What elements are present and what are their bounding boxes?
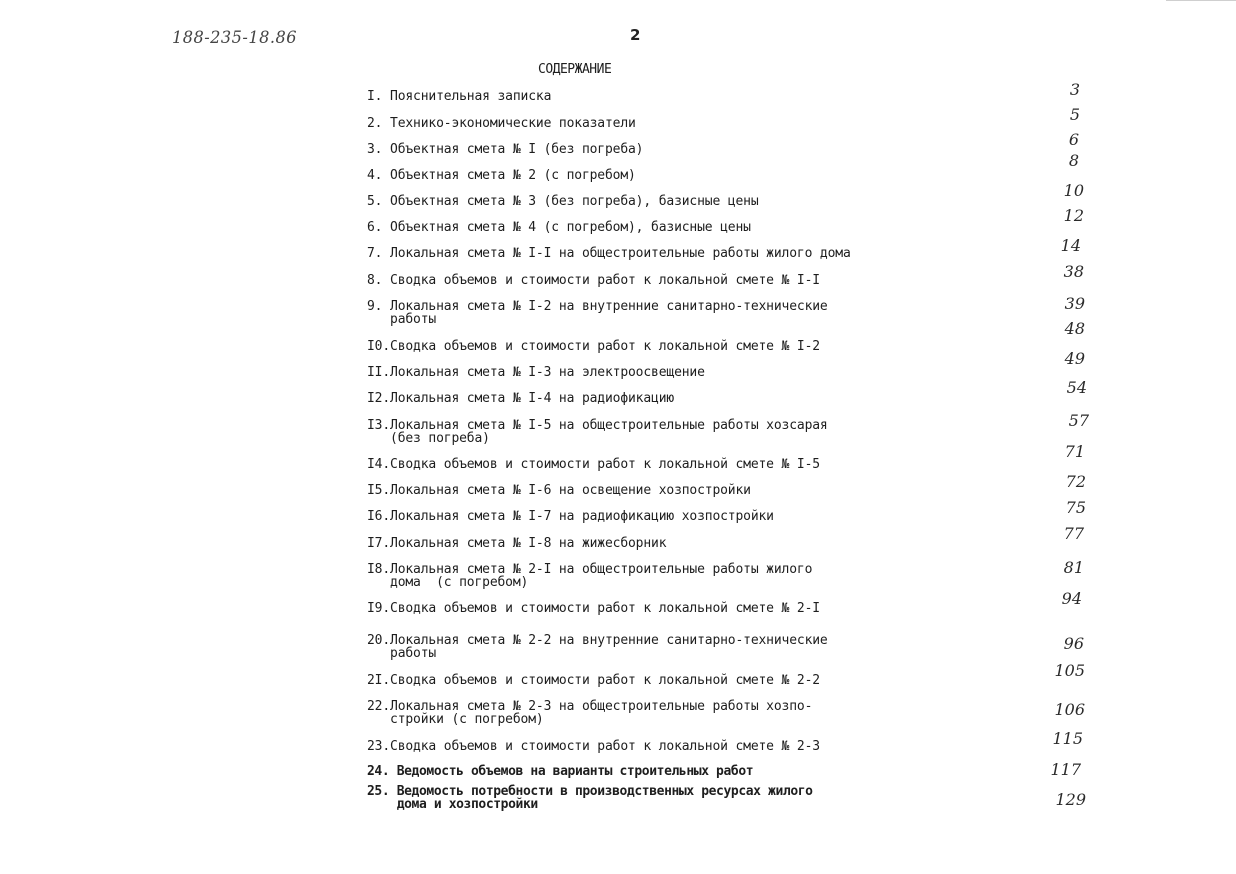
toc-page-number: 49: [1064, 349, 1085, 368]
toc-page-number: 106: [1054, 700, 1085, 719]
toc-page-number: 117: [1050, 760, 1081, 779]
page-number: 2: [630, 26, 641, 44]
scan-edge-line: [1166, 0, 1236, 1]
toc-item: II.Локальная смета № I-3 на электроосвещение: [367, 365, 705, 380]
toc-page-number: 12: [1063, 206, 1084, 225]
toc-page-number: 8: [1068, 151, 1079, 170]
toc-page-number: 75: [1065, 498, 1086, 517]
toc-page-number: 6: [1068, 130, 1079, 149]
toc-item: I4.Сводка объемов и стоимости работ к локальной смете № I-5: [367, 457, 820, 472]
toc-item: I0.Сводка объемов и стоимости работ к локальной смете № I-2: [367, 339, 820, 354]
toc-item: 25. Ведомость потребности в производственных ресурсах жилого дома и хозпостройки: [367, 784, 813, 812]
toc-item: I3.Локальная смета № I-5 на общестроительные работы хозсарая (без погреба): [367, 418, 828, 446]
toc-page-number: 3: [1069, 80, 1080, 99]
toc-title: СОДЕРЖАНИЕ: [538, 62, 612, 77]
toc-item: I. Пояснительная записка: [367, 89, 552, 104]
toc-item: 3. Объектная смета № I (без погреба): [367, 142, 644, 157]
toc-page-number: 115: [1052, 729, 1083, 748]
toc-item: 8. Сводка объемов и стоимости работ к локальной смете № I-I: [367, 273, 820, 288]
toc-page-number: 81: [1063, 558, 1084, 577]
toc-page-number: 38: [1063, 262, 1084, 281]
toc-item: I5.Локальная смета № I-6 на освещение хозпостройки: [367, 483, 751, 498]
toc-item: 20.Локальная смета № 2-2 на внутренние санитарно-технические работы: [367, 633, 828, 661]
toc-page-number: 14: [1060, 236, 1081, 255]
toc-item: 24. Ведомость объемов на варианты строительных работ: [367, 764, 754, 779]
toc-page-number: 94: [1061, 589, 1082, 608]
toc-page-number: 10: [1063, 181, 1084, 200]
toc-item: I9.Сводка объемов и стоимости работ к локальной смете № 2-I: [367, 601, 820, 616]
toc-page-number: 39: [1064, 294, 1085, 313]
toc-page-number: 54: [1066, 378, 1087, 397]
toc-item: 23.Сводка объемов и стоимости работ к локальной смете № 2-3: [367, 739, 820, 754]
toc-item: 7. Локальная смета № I-I на общестроительные работы жилого дома: [367, 246, 851, 261]
toc-item: I6.Локальная смета № I-7 на радиофикацию хозпостройки: [367, 509, 774, 524]
toc-page-number: 96: [1063, 634, 1084, 653]
toc-item: 22.Локальная смета № 2-3 на общестроительные работы хозпо- стройки (с погребом): [367, 699, 813, 727]
toc-item: 2I.Сводка объемов и стоимости работ к локальной смете № 2-2: [367, 673, 820, 688]
toc-item: 9. Локальная смета № I-2 на внутренние санитарно-технические работы: [367, 299, 828, 327]
toc-item: I7.Локальная смета № I-8 на жижесборник: [367, 536, 667, 551]
toc-page-number: 5: [1069, 105, 1080, 124]
toc-page-number: 72: [1065, 472, 1086, 491]
toc-page-number: 57: [1068, 411, 1089, 430]
toc-page-number: 71: [1064, 442, 1085, 461]
toc-item: I2.Локальная смета № I-4 на радиофикацию: [367, 391, 675, 406]
toc-item: 2. Технико-экономические показатели: [367, 116, 636, 131]
toc-page-number: 105: [1054, 661, 1085, 680]
toc-item: 5. Объектная смета № 3 (без погреба), базисные цены: [367, 194, 759, 209]
toc-page-number: 77: [1063, 524, 1084, 543]
toc-item: 6. Объектная смета № 4 (с погребом), базисные цены: [367, 220, 751, 235]
toc-item: I8.Локальная смета № 2-I на общестроительные работы жилого дома (с погребом): [367, 562, 813, 590]
toc-page-number: 129: [1055, 790, 1086, 809]
document-code: 188-235-18.86: [172, 28, 297, 48]
toc-page-number: 48: [1064, 319, 1085, 338]
toc-item: 4. Объектная смета № 2 (с погребом): [367, 168, 636, 183]
